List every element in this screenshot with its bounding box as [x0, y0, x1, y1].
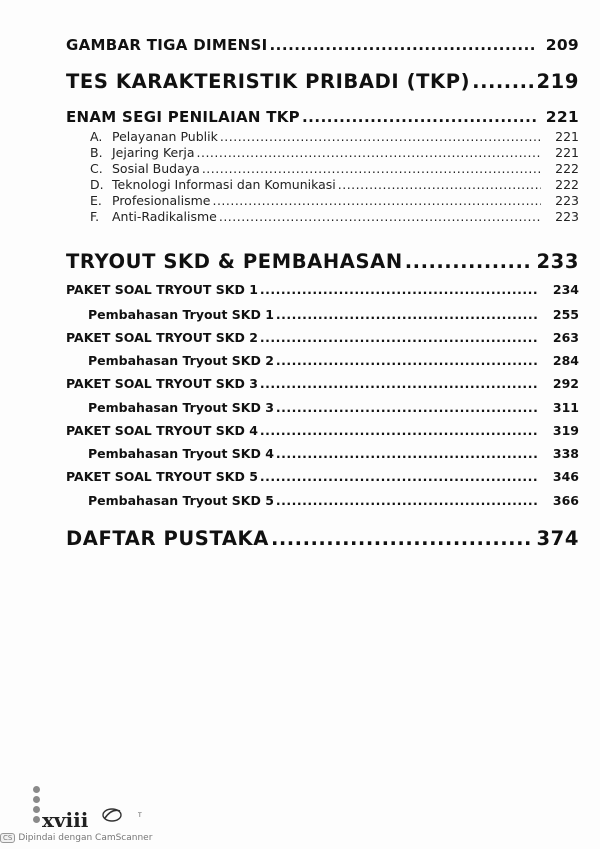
toc-subitem-label: Pelayanan Publik: [112, 129, 218, 144]
toc-entry-label: Pembahasan Tryout SKD 3: [88, 400, 274, 415]
toc-subitem-letter: C.: [90, 161, 103, 176]
toc-entry-page: 284: [552, 353, 579, 368]
toc-entry-label: Pembahasan Tryout SKD 4: [88, 446, 274, 461]
toc-entry-daftar-pustaka: [66, 527, 579, 550]
toc-entry-page: 366: [552, 493, 579, 508]
toc-entry-paket-1: [66, 282, 579, 297]
toc-leader-dots: [260, 423, 537, 438]
toc-entry-gambar-tiga-dimensi: [66, 36, 579, 54]
toc-entry-page: 319: [552, 423, 579, 438]
dot-icon: [33, 816, 40, 823]
toc-entry-label: GAMBAR TIGA DIMENSI: [66, 36, 268, 54]
toc-entry-page: 292: [552, 376, 579, 391]
camscanner-logo-icon: CS: [0, 833, 15, 843]
toc-entry-label: Pembahasan Tryout SKD 1: [88, 307, 274, 322]
toc-subitem-label: Sosial Budaya: [112, 161, 200, 176]
toc-subitem-f: [90, 209, 579, 224]
scanner-text: Dipindai dengan CamScanner: [18, 833, 153, 843]
small-mark: T: [138, 812, 142, 819]
toc-leader-dots: [212, 193, 541, 208]
page-number: xviii: [42, 808, 89, 832]
toc-subitem-a: [90, 129, 579, 144]
toc-subitem-d: [90, 177, 579, 192]
dot-icon: [33, 786, 40, 793]
toc-leader-dots: [220, 129, 541, 144]
toc-entry-paket-2: [66, 330, 579, 345]
toc-subitem-letter: B.: [90, 145, 103, 160]
toc-subitem-page: 221: [555, 145, 579, 160]
toc-entry-pembahasan-1: [88, 307, 579, 322]
toc-subitem-letter: F.: [90, 209, 100, 224]
toc-entry-page: 374: [536, 527, 579, 550]
toc-entry-pembahasan-3: [88, 400, 579, 415]
toc-leader-dots: [276, 400, 537, 415]
toc-subitem-letter: A.: [90, 129, 103, 144]
toc-leader-dots: [269, 36, 537, 54]
toc-subitem-label: Anti-Radikalisme: [112, 209, 217, 224]
toc-subitem-letter: D.: [90, 177, 104, 192]
toc-subitem-page: 222: [555, 161, 579, 176]
scanner-watermark: [0, 830, 152, 846]
toc-subitem-letter: E.: [90, 193, 102, 208]
toc-entry-page: 338: [552, 446, 579, 461]
toc-entry-label: DAFTAR PUSTAKA: [66, 527, 269, 550]
toc-entry-label: PAKET SOAL TRYOUT SKD 3: [66, 376, 258, 391]
toc-leader-dots: [472, 70, 533, 93]
toc-entry-pembahasan-2: [88, 353, 579, 368]
toc-entry-page: 263: [552, 330, 579, 345]
toc-subitem-b: [90, 145, 579, 160]
toc-subitem-page: 221: [555, 129, 579, 144]
toc-leader-dots: [260, 469, 537, 484]
toc-leader-dots: [276, 353, 537, 368]
toc-leader-dots: [276, 307, 537, 322]
toc-entry-page: 221: [545, 108, 579, 126]
toc-entry-label: Pembahasan Tryout SKD 2: [88, 353, 274, 368]
toc-subitem-e: [90, 193, 579, 208]
toc-subitem-label: Teknologi Informasi dan Komunikasi: [112, 177, 336, 192]
toc-subitem-label: Jejaring Kerja: [112, 145, 195, 160]
publisher-logo-icon: [101, 806, 123, 822]
toc-leader-dots: [260, 330, 537, 345]
toc-entry-enam-segi: [66, 108, 579, 126]
toc-entry-label: Pembahasan Tryout SKD 5: [88, 493, 274, 508]
toc-entry-label: PAKET SOAL TRYOUT SKD 5: [66, 469, 258, 484]
toc-entry-tkp: [66, 70, 579, 93]
toc-entry-label: PAKET SOAL TRYOUT SKD 4: [66, 423, 258, 438]
toc-entry-label: ENAM SEGI PENILAIAN TKP: [66, 108, 300, 126]
toc-leader-dots: [276, 446, 537, 461]
toc-entry-paket-4: [66, 423, 579, 438]
toc-leader-dots: [260, 282, 537, 297]
toc-entry-page: 311: [552, 400, 579, 415]
toc-entry-label: PAKET SOAL TRYOUT SKD 2: [66, 330, 258, 345]
toc-leader-dots: [271, 527, 533, 550]
toc-entry-paket-3: [66, 376, 579, 391]
toc-entry-pembahasan-5: [88, 493, 579, 508]
toc-entry-paket-5: [66, 469, 579, 484]
dot-icon: [33, 796, 40, 803]
toc-entry-page: 209: [545, 36, 579, 54]
toc-subitem-c: [90, 161, 579, 176]
toc-entry-page: 255: [552, 307, 579, 322]
toc-leader-dots: [276, 493, 537, 508]
toc-leader-dots: [338, 177, 541, 192]
decorative-dots: [33, 786, 41, 826]
toc-entry-page: 234: [552, 282, 579, 297]
toc-entry-pembahasan-4: [88, 446, 579, 461]
toc-leader-dots: [260, 376, 537, 391]
toc-entry-page: 233: [536, 250, 579, 273]
toc-subitem-label: Profesionalisme: [112, 193, 211, 208]
toc-leader-dots: [197, 145, 542, 160]
toc-leader-dots: [302, 108, 537, 126]
toc-leader-dots: [202, 161, 541, 176]
toc-subitem-page: 223: [555, 209, 579, 224]
toc-leader-dots: [405, 250, 533, 273]
toc-entry-label: TRYOUT SKD & PEMBAHASAN: [66, 250, 403, 273]
toc-entry-tryout: [66, 250, 579, 273]
toc-entry-label: PAKET SOAL TRYOUT SKD 1: [66, 282, 258, 297]
toc-entry-page: 346: [552, 469, 579, 484]
dot-icon: [33, 806, 40, 813]
toc-entry-page: 219: [536, 70, 579, 93]
toc-subitem-page: 223: [555, 193, 579, 208]
toc-subitem-page: 222: [555, 177, 579, 192]
toc-entry-label: TES KARAKTERISTIK PRIBADI (TKP): [66, 70, 471, 93]
toc-leader-dots: [219, 209, 541, 224]
